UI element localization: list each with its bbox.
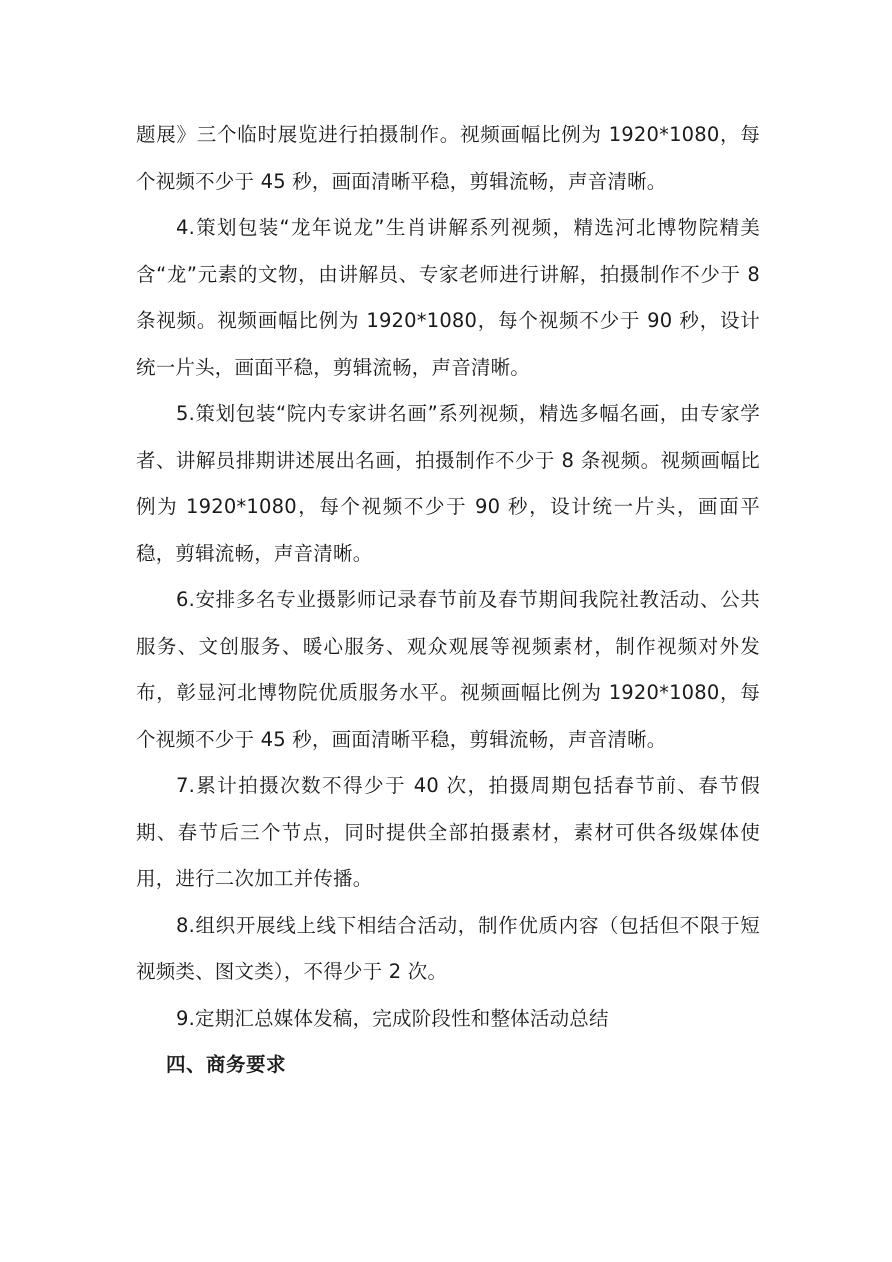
paragraph-item-9: 9.定期汇总媒体发稿，完成阶段性和整体活动总结 xyxy=(176,1006,609,1030)
paragraph-continuation: 题展》三个临时展览进行拍摄制作。视频画幅比例为 1920*1080，每个视频不少于 45 秒，画面清晰平稳，剪辑流畅，声音清晰。 xyxy=(136,123,760,193)
paragraph-item-8: 8.组织开展线上线下相结合活动，制作优质内容（包括但不限于短视频类、图文类），不得少于 2 次。 xyxy=(136,913,760,983)
paragraph-item-4: 4.策划包装“龙年说龙”生肖讲解系列视频，精选河北博物院精美含“龙”元素的文物，由讲解员、专家老师进行讲解，拍摄制作不少于 8 条视频。视频画幅比例为 1920*1080，每个视频不少于 90 秒，设计统一片头，画面平稳，剪辑流畅，声音清晰。 xyxy=(136,216,760,379)
paragraph-item-7: 7.累计拍摄次数不得少于 40 次，拍摄周期包括春节前、春节假期、春节后三个节点，同时提供全部拍摄素材，素材可供各级媒体使用，进行二次加工并传播。 xyxy=(136,774,760,890)
section-heading: 四、商务要求 xyxy=(166,1053,287,1076)
paragraph-item-6: 6.安排多名专业摄影师记录春节前及春节期间我院社教活动、公共服务、文创服务、暖心服务、观众观展等视频素材，制作视频对外发布，彰显河北博物院优质服务水平。视频画幅比例为 1920*1080，每个视频不少于 45 秒，画面清晰平稳，剪辑流畅，声音清晰。 xyxy=(136,588,760,751)
document-body xyxy=(136,112,760,1089)
paragraph-item-5: 5.策划包装“院内专家讲名画”系列视频，精选多幅名画，由专家学者、讲解员排期讲述展出名画，拍摄制作不少于 8 条视频。视频画幅比例为 1920*1080，每个视频不少于 90 秒，设计统一片头，画面平稳，剪辑流畅，声音清晰。 xyxy=(136,402,760,565)
